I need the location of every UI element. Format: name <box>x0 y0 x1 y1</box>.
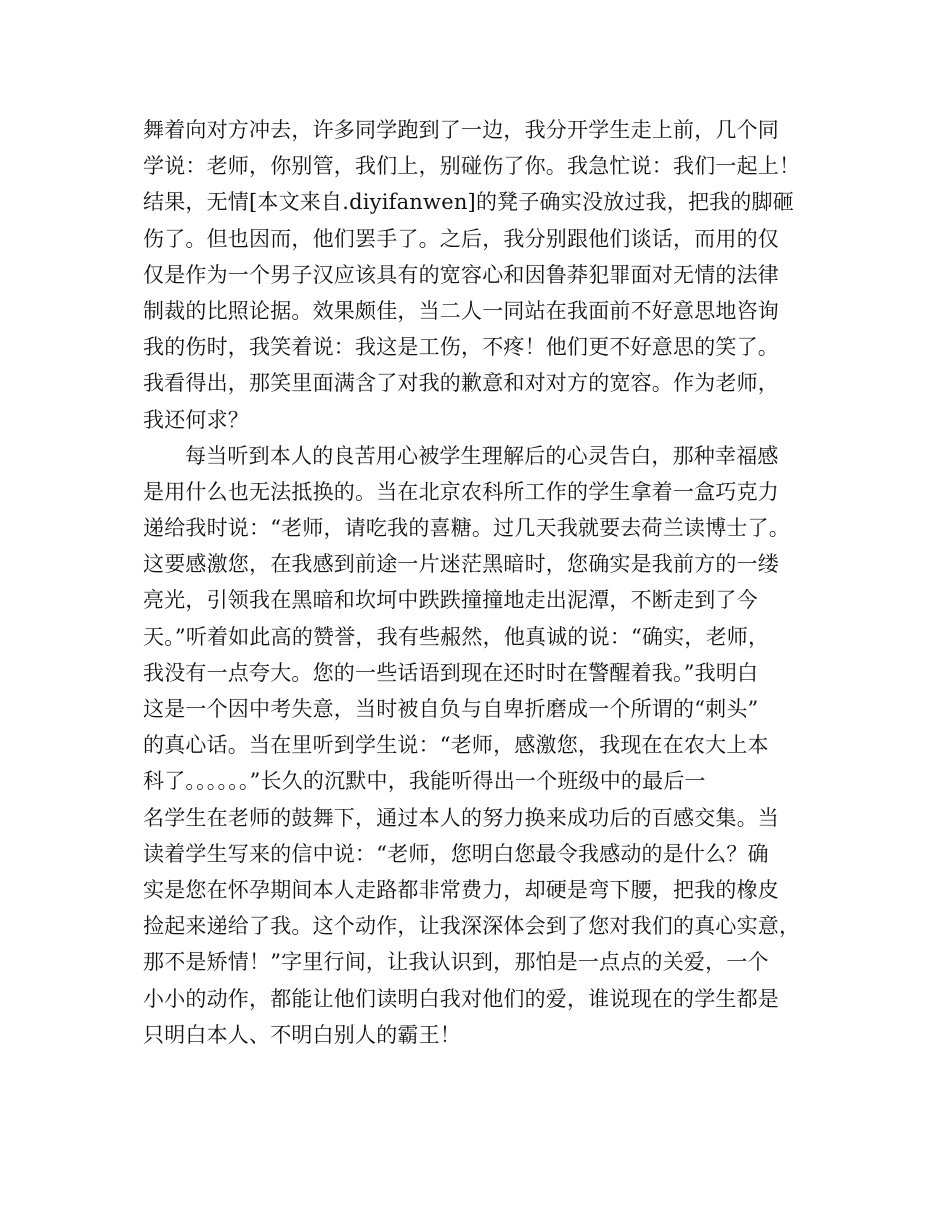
text-line: 读着学生写来的信中说：“老师，您明白您最令我感动的是什么？确 <box>143 841 769 866</box>
text-line: 我没有一点夸大。您的一些话语到现在还时时在警醒着我。”我明白 <box>143 660 759 685</box>
text-line: 捡起来递给了我。这个动作，让我深深体会到了您对我们的真心实意， <box>143 914 801 939</box>
text-line: 实是您在怀孕期间本人走路都非常费力，却硬是弯下腰，把我的橡皮 <box>143 877 779 902</box>
text-line: 亮光，引领我在黑暗和坎坷中跌跌撞撞地走出泥潭，不断走到了今 <box>143 588 758 613</box>
text-line: 我的伤时，我笑着说：我这是工伤，不疼！他们更不好意思的笑了。 <box>143 335 779 360</box>
text-line: 名学生在老师的鼓舞下，通过本人的努力换来成功后的百感交集。当 <box>143 805 779 830</box>
paragraph-start-line: 每当听到本人的良苦用心被学生理解后的心灵告白，那种幸福感 <box>185 443 779 468</box>
text-line: 的真心话。当在里听到学生说：“老师，感激您，我现在在农大上本 <box>143 733 769 758</box>
text-line: 学说：老师，你别管，我们上，别碰伤了你。我急忙说：我们一起上！ <box>143 154 801 179</box>
text-line: 仅是作为一个男子汉应该具有的宽容心和因鲁莽犯罪面对无情的法律 <box>143 262 779 287</box>
text-line: 递给我时说：“老师，请吃我的喜糖。过几天我就要去荷兰读博士了。 <box>143 516 790 541</box>
text-line: 我看得出，那笑里面满含了对我的歉意和对对方的宽容。作为老师， <box>143 371 779 396</box>
text-line: 科了。。。。。。”长久的沉默中，我能听得出一个班级中的最后一 <box>143 769 706 794</box>
text-line: 是用什么也无法抵换的。当在北京农科所工作的学生拿着一盒巧克力 <box>143 479 779 504</box>
text-line: 小小的动作，都能让他们读明白我对他们的爱，谁说现在的学生都是 <box>143 986 779 1011</box>
text-line: 这要感激您，在我感到前途一片迷茫黑暗时，您确实是我前方的一缕 <box>143 552 779 577</box>
text-line: 舞着向对方冲去，许多同学跑到了一边，我分开学生走上前，几个同 <box>143 118 779 142</box>
text-line: 天。”听着如此高的赞誉，我有些赧然，他真诚的说：“确实，老师， <box>143 624 770 649</box>
text-line: 那不是矫情！”字里行间，让我认识到，那怕是一点点的关爱，一个 <box>143 950 769 975</box>
text-line: 这是一个因中考失意，当时被自负与自卑折磨成一个所谓的“刺头” <box>143 697 759 721</box>
text-line: 结果，无情[本文来自.diyifanwen]的凳子确实没放过我，把我的脚砸 <box>143 190 794 215</box>
text-line: 伤了。但也因而，他们罢手了。之后，我分别跟他们谈话，而用的仅 <box>143 226 779 251</box>
text-line: 只明白本人、不明白别人的霸王！ <box>143 1022 461 1047</box>
text-line: 制裁的比照论据。效果颇佳，当二人一同站在我面前不好意思地咨询 <box>143 298 779 323</box>
text-line: 我还何求？ <box>143 407 249 432</box>
body-text <box>143 112 843 1053</box>
